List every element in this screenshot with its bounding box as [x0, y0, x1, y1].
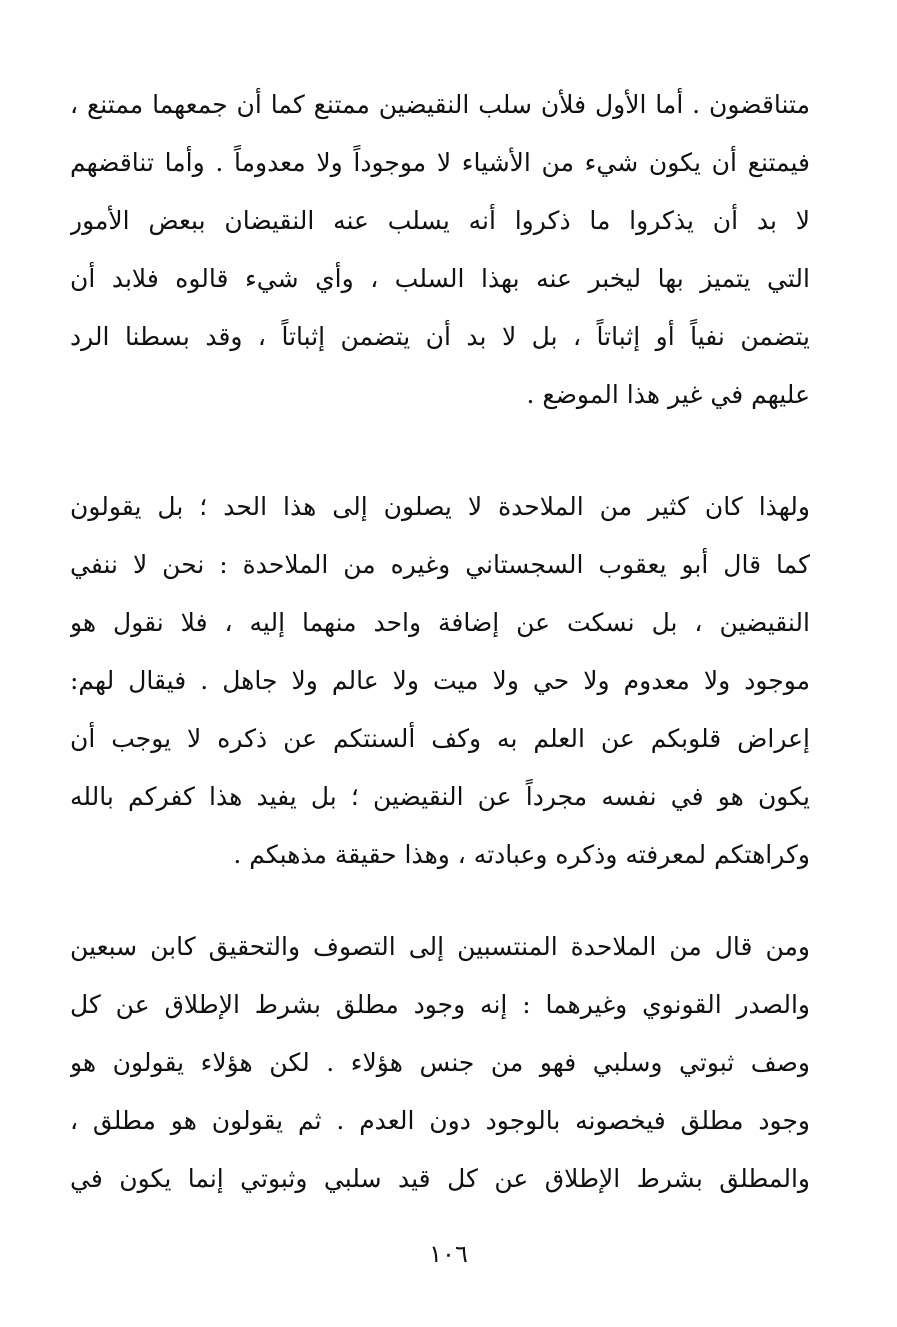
text-line: يتضمن نفياً أو إثباتاً ، بل لا بد أن يتضمن إثباتاً ، وقد بسطنا الرد: [70, 322, 810, 351]
text-line: وجود مطلق فيخصونه بالوجود دون العدم . ثم يقولون هو مطلق ،: [70, 1106, 810, 1135]
text-line: التي يتميز بها ليخبر عنه بهذا السلب ، وأي شيء قالوه فلابد أن: [70, 264, 810, 293]
text-line: والصدر القونوي وغيرهما : إنه وجود مطلق بشرط الإطلاق عن كل: [70, 990, 810, 1019]
text-line: إعراض قلوبكم عن العلم به وكف ألسنتكم عن ذكره لا يوجب أن: [70, 724, 810, 753]
paragraph-3: [70, 918, 810, 1208]
text-line: وصف ثبوتي وسلبي فهو من جنس هؤلاء . لكن هؤلاء يقولون هو: [70, 1048, 810, 1077]
text-line: فيمتنع أن يكون شيء من الأشياء لا موجوداً ولا معدوماً . وأما تناقضهم: [70, 148, 810, 177]
text-line: النقيضين ، بل نسكت عن إضافة واحد منهما إليه ، فلا نقول هو: [70, 608, 810, 637]
text-line: عليهم في غير هذا الموضع .: [526, 380, 810, 409]
text-line: كما قال أبو يعقوب السجستاني وغيره من الملاحدة : نحن لا ننفي: [70, 550, 810, 579]
text-line: والمطلق بشرط الإطلاق عن كل قيد سلبي وثبوتي إنما يكون في: [70, 1164, 810, 1193]
text-line: متناقضون . أما الأول فلأن سلب النقيضين ممتنع كما أن جمعهما ممتنع ،: [70, 90, 810, 119]
text-line: لا بد أن يذكروا ما ذكروا أنه يسلب عنه النقيضان ببعض الأمور: [70, 206, 810, 235]
text-line: ولهذا كان كثير من الملاحدة لا يصلون إلى هذا الحد ؛ بل يقولون: [70, 492, 810, 521]
text-line: ومن قال من الملاحدة المنتسبين إلى التصوف والتحقيق كابن سبعين: [70, 932, 810, 961]
page-number: ١٠٦: [429, 1240, 468, 1268]
paragraph-2: [70, 478, 810, 884]
paragraph-1: [70, 76, 810, 424]
text-line: يكون هو في نفسه مجرداً عن النقيضين ؛ بل يفيد هذا كفركم بالله: [70, 782, 810, 811]
text-line: موجود ولا معدوم ولا حي ولا ميت ولا عالم ولا جاهل . فيقال لهم:: [70, 666, 810, 695]
text-line: وكراهتكم لمعرفته وذكره وعبادته ، وهذا حقيقة مذهبكم .: [233, 840, 810, 869]
